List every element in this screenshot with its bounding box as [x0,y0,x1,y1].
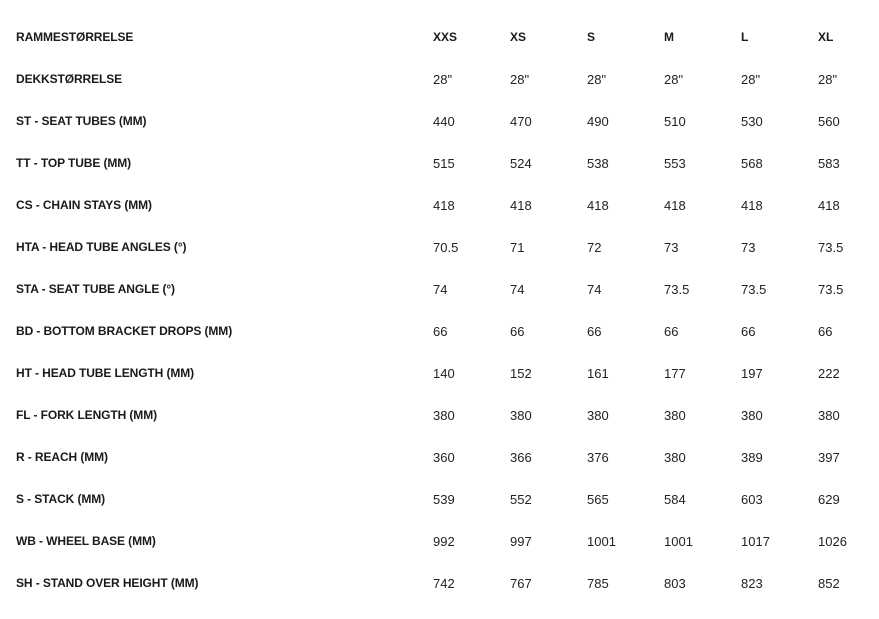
table-cell: 565 [587,491,609,507]
table-row [16,310,879,352]
table-cell: 524 [510,155,532,171]
table-cell: 28" [433,71,453,87]
table-cell: 568 [741,155,763,171]
table-cell: 539 [433,491,455,507]
table-row [16,58,879,100]
row-label: TT - TOP TUBE (MM) [16,156,132,170]
table-cell: 470 [510,113,532,129]
table-cell: 360 [433,449,455,465]
table-cell: 397 [818,449,840,465]
table-cell: 603 [741,491,763,507]
row-label: WB - WHEEL BASE (MM) [16,534,156,548]
table-cell: 66 [741,323,756,339]
table-cell: 629 [818,491,840,507]
table-cell: 418 [818,197,840,213]
table-cell: 583 [818,155,840,171]
table-cell: 376 [587,449,609,465]
table-cell: 380 [664,407,686,423]
table-cell: 73.5 [664,281,690,297]
table-cell: 418 [510,197,532,213]
table-cell: 28" [510,71,530,87]
size-header-m: M [664,30,674,44]
table-cell: 66 [818,323,833,339]
row-label: BD - BOTTOM BRACKET DROPS (MM) [16,324,233,338]
table-cell: 584 [664,491,686,507]
table-cell: 73 [664,239,679,255]
table-cell: 418 [741,197,763,213]
table-cell: 1017 [741,533,770,549]
table-cell: 380 [433,407,455,423]
table-row [16,352,879,394]
table-cell: 74 [510,281,525,297]
row-label: ST - SEAT TUBES (MM) [16,114,147,128]
table-cell: 823 [741,575,763,591]
table-cell: 177 [664,365,686,381]
table-cell: 380 [818,407,840,423]
table-cell: 28" [664,71,684,87]
row-label: FL - FORK LENGTH (MM) [16,408,157,422]
table-cell: 73.5 [818,239,844,255]
table-cell: 73.5 [741,281,767,297]
table-cell: 73.5 [818,281,844,297]
table-cell: 992 [433,533,455,549]
table-cell: 785 [587,575,609,591]
table-cell: 28" [741,71,761,87]
table-row [16,394,879,436]
table-row [16,142,879,184]
table-cell: 66 [664,323,679,339]
table-cell: 418 [433,197,455,213]
row-label: SH - STAND OVER HEIGHT (MM) [16,576,199,590]
table-cell: 560 [818,113,840,129]
row-label: HTA - HEAD TUBE ANGLES (°) [16,240,187,254]
table-header-row [16,16,879,58]
table-cell: 73 [741,239,756,255]
table-cell: 66 [587,323,602,339]
table-cell: 515 [433,155,455,171]
size-header-xxs: XXS [433,30,458,44]
table-row [16,100,879,142]
table-cell: 74 [587,281,602,297]
table-cell: 28" [587,71,607,87]
table-cell: 152 [510,365,532,381]
table-cell: 72 [587,239,602,255]
size-header-s: S [587,30,596,44]
table-row [16,436,879,478]
table-cell: 552 [510,491,532,507]
table-cell: 74 [433,281,448,297]
table-cell: 803 [664,575,686,591]
table-cell: 530 [741,113,763,129]
table-row [16,520,879,562]
table-cell: 418 [587,197,609,213]
table-row [16,562,879,604]
table-cell: 538 [587,155,609,171]
frame-size-header: RAMMESTØRRELSE [16,30,134,44]
geometry-table [16,16,879,604]
table-cell: 1001 [664,533,693,549]
table-cell: 767 [510,575,532,591]
table-cell: 140 [433,365,455,381]
table-cell: 366 [510,449,532,465]
table-cell: 197 [741,365,763,381]
table-cell: 70.5 [433,239,459,255]
table-row [16,268,879,310]
table-cell: 66 [433,323,448,339]
table-cell: 380 [664,449,686,465]
row-label: DEKKSTØRRELSE [16,72,123,86]
table-cell: 440 [433,113,455,129]
row-label: S - STACK (MM) [16,492,106,506]
table-cell: 1001 [587,533,616,549]
row-label: HT - HEAD TUBE LENGTH (MM) [16,366,195,380]
table-row [16,184,879,226]
table-cell: 997 [510,533,532,549]
table-cell: 490 [587,113,609,129]
table-cell: 380 [587,407,609,423]
table-cell: 553 [664,155,686,171]
table-cell: 1026 [818,533,847,549]
table-cell: 222 [818,365,840,381]
table-cell: 380 [510,407,532,423]
table-row [16,226,879,268]
table-row [16,478,879,520]
table-cell: 389 [741,449,763,465]
row-label: R - REACH (MM) [16,450,108,464]
table-cell: 742 [433,575,455,591]
row-label: STA - SEAT TUBE ANGLE (°) [16,282,175,296]
table-cell: 66 [510,323,525,339]
size-header-xs: XS [510,30,527,44]
table-cell: 418 [664,197,686,213]
row-label: CS - CHAIN STAYS (MM) [16,198,152,212]
table-cell: 380 [741,407,763,423]
size-header-xl: XL [818,30,834,44]
size-header-l: L [741,30,749,44]
table-cell: 28" [818,71,838,87]
table-cell: 510 [664,113,686,129]
table-cell: 161 [587,365,609,381]
table-cell: 852 [818,575,840,591]
table-cell: 71 [510,239,525,255]
